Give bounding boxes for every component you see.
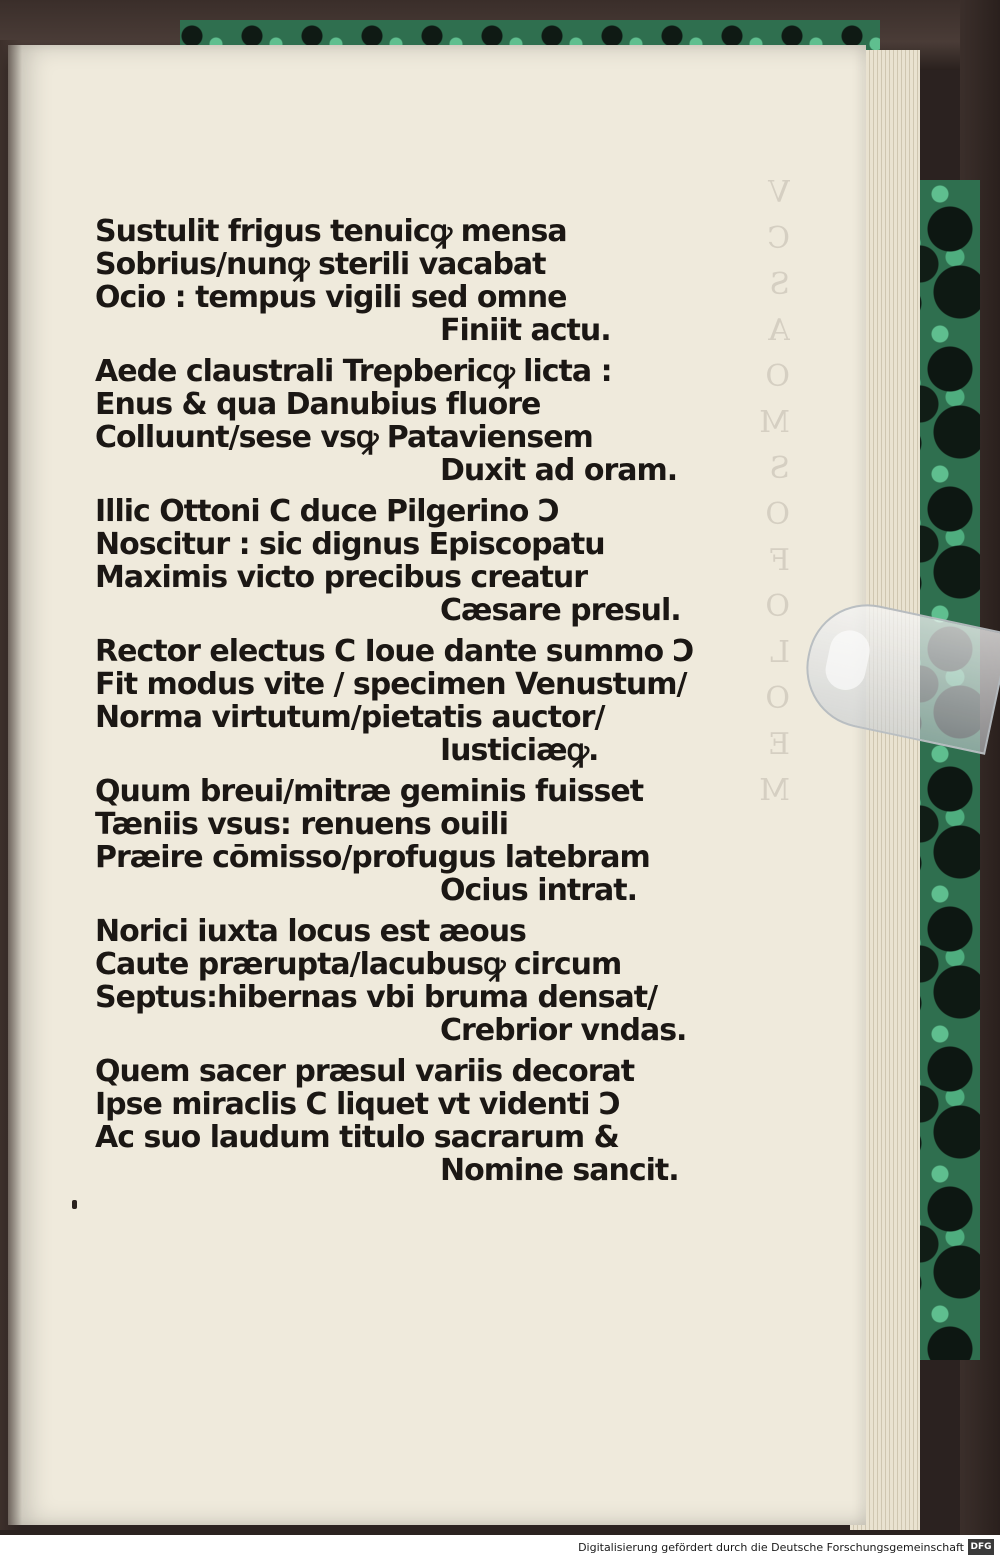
dfg-logo: DFG (968, 1539, 994, 1555)
closing-line: Crebrior vndas. (440, 1013, 687, 1048)
verse-line: Noscitur : sic dignus Episcopatu (95, 527, 605, 562)
stanza (95, 1055, 695, 1187)
footer-bar (0, 1535, 1000, 1559)
verse-line: Norma virtutum/pietatis auctor/ (95, 700, 605, 735)
stanza (95, 635, 695, 767)
stanza (95, 355, 695, 487)
poem-text (95, 215, 695, 1195)
closing-line: Nomine sancit. (440, 1153, 679, 1188)
verse-line: Fit modus vite / specimen Venustum/ (95, 667, 687, 702)
verse-line: Sobrius/nunꝙ sterili vacabat (95, 247, 546, 282)
stanza (95, 215, 695, 347)
stanza (95, 915, 695, 1047)
closing-line: Cæsare presul. (440, 593, 681, 628)
verse-line: Ac suo laudum titulo sacrarum & (95, 1120, 619, 1155)
verse-line: Septus:hibernas vbi bruma densat/ (95, 980, 658, 1015)
verse-line: Illic Ottoni C duce Pilgerino Ↄ (95, 494, 559, 529)
bleed-through-text: V C S A O M S O F O L O E M (759, 175, 790, 808)
verse-line: Præire cōmisso/profugus latebram (95, 840, 650, 875)
ink-speck (72, 1200, 77, 1209)
verse-line: Colluunt/sese vsꝙ Pataviensem (95, 420, 593, 455)
verse-line: Rector electus C Ioue dante summo Ↄ (95, 634, 694, 669)
verse-line: Caute prærupta/lacubusꝙ circum (95, 947, 622, 982)
verse-line: Aede claustrali Trepbericꝙ licta : (95, 354, 612, 389)
verse-line: Ipse miraclis C liquet vt videnti Ↄ (95, 1087, 620, 1122)
funding-credit: Digitalisierung gefördert durch die Deutsche Forschungsgemeinschaft (578, 1541, 964, 1554)
verse-line: Norici iuxta locus est æous (95, 914, 526, 949)
spine-shadow (0, 40, 22, 1530)
verse-line: Sustulit frigus tenuicꝙ mensa (95, 214, 567, 249)
verse-line: Tæniis vsus: renuens ouili (95, 807, 508, 842)
verse-line: Ocio : tempus vigili sed omne (95, 280, 567, 315)
stanza (95, 495, 695, 627)
closing-line: Duxit ad oram. (440, 453, 678, 488)
verse-line: Quum breui/mitræ geminis fuisset (95, 774, 644, 809)
verse-line: Maximis victo precibus creatur (95, 560, 588, 595)
stanza (95, 775, 695, 907)
closing-line: Finiit actu. (440, 313, 611, 348)
closing-line: Ocius intrat. (440, 873, 637, 908)
closing-line: Iusticiæꝙ. (440, 733, 599, 768)
verse-line: Enus & qua Danubius fluore (95, 387, 541, 422)
verse-line: Quem sacer præsul variis decorat (95, 1054, 635, 1089)
